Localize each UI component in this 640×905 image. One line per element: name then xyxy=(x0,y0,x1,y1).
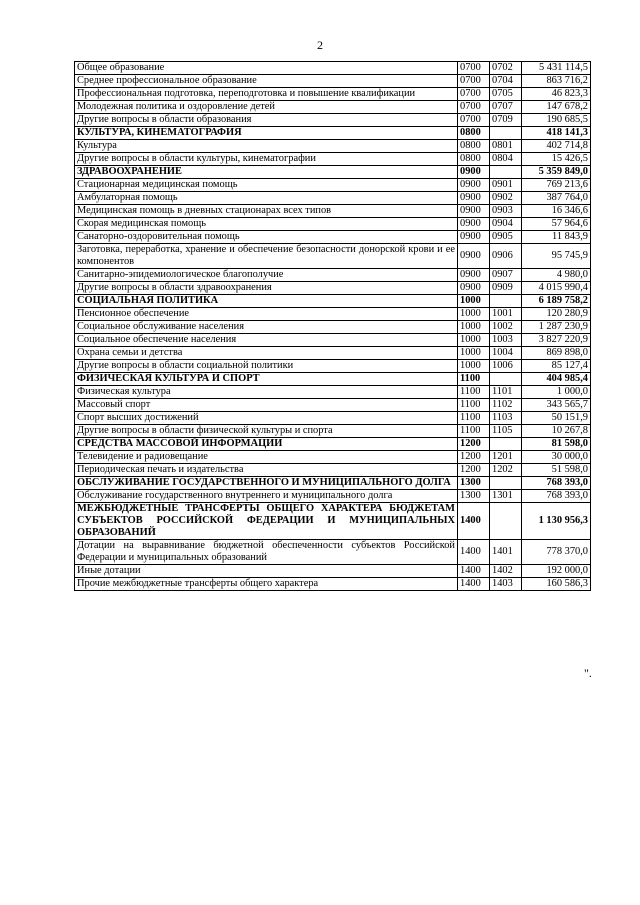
amount-cell: 120 280,9 xyxy=(522,308,591,321)
subsection-code-cell: 1402 xyxy=(490,565,522,578)
section-code-cell: 1100 xyxy=(458,386,490,399)
subsection-code-cell: 0907 xyxy=(490,269,522,282)
subsection-code-cell: 0709 xyxy=(490,114,522,127)
subsection-code-cell: 0901 xyxy=(490,179,522,192)
row-name-cell: Профессиональная подготовка, переподготовка и повышение квалификации xyxy=(75,88,458,101)
row-name-cell: Другие вопросы в области образования xyxy=(75,114,458,127)
table-row xyxy=(75,334,591,347)
row-name-cell: Прочие межбюджетные трансферты общего характера xyxy=(75,578,458,591)
subsection-code-cell: 1102 xyxy=(490,399,522,412)
section-code-cell: 0800 xyxy=(458,140,490,153)
amount-cell: 769 213,6 xyxy=(522,179,591,192)
section-code-cell: 0900 xyxy=(458,231,490,244)
row-name-cell: Стационарная медицинская помощь xyxy=(75,179,458,192)
section-code-cell: 0900 xyxy=(458,205,490,218)
closing-quote-mark: ". xyxy=(584,666,592,680)
table-row xyxy=(75,192,591,205)
row-name-cell: Спорт высших достижений xyxy=(75,412,458,425)
subsection-code-cell: 0906 xyxy=(490,244,522,269)
table-row xyxy=(75,386,591,399)
amount-cell: 15 426,5 xyxy=(522,153,591,166)
table-row xyxy=(75,231,591,244)
table-row xyxy=(75,412,591,425)
section-code-cell: 0700 xyxy=(458,114,490,127)
section-code-cell: 0900 xyxy=(458,218,490,231)
section-code-cell: 1000 xyxy=(458,321,490,334)
page-number: 2 xyxy=(317,38,323,52)
section-code-cell: 1200 xyxy=(458,451,490,464)
row-name-cell: КУЛЬТУРА, КИНЕМАТОГРАФИЯ xyxy=(75,127,458,140)
subsection-code-cell: 0705 xyxy=(490,88,522,101)
table-row xyxy=(75,244,591,269)
table-row xyxy=(75,540,591,565)
subsection-code-cell xyxy=(490,477,522,490)
section-code-cell: 0900 xyxy=(458,179,490,192)
table-row xyxy=(75,438,591,451)
table-row xyxy=(75,62,591,75)
row-name-cell: Массовый спорт xyxy=(75,399,458,412)
table-row xyxy=(75,127,591,140)
table-row xyxy=(75,114,591,127)
amount-cell: 387 764,0 xyxy=(522,192,591,205)
row-name-cell: Молодежная политика и оздоровление детей xyxy=(75,101,458,114)
amount-cell: 778 370,0 xyxy=(522,540,591,565)
amount-cell: 869 898,0 xyxy=(522,347,591,360)
subsection-code-cell: 1105 xyxy=(490,425,522,438)
amount-cell: 863 716,2 xyxy=(522,75,591,88)
table-row xyxy=(75,179,591,192)
table-row xyxy=(75,347,591,360)
section-code-cell: 0800 xyxy=(458,153,490,166)
row-name-cell: Обслуживание государственного внутреннего и муниципального долга xyxy=(75,490,458,503)
row-name-cell: Культура xyxy=(75,140,458,153)
amount-cell: 768 393,0 xyxy=(522,477,591,490)
section-code-cell: 0700 xyxy=(458,88,490,101)
row-name-cell: Санитарно-эпидемиологическое благополучие xyxy=(75,269,458,282)
row-name-cell: Иные дотации xyxy=(75,565,458,578)
section-code-cell: 0900 xyxy=(458,282,490,295)
subsection-code-cell: 1403 xyxy=(490,578,522,591)
subsection-code-cell: 0804 xyxy=(490,153,522,166)
table-row xyxy=(75,101,591,114)
subsection-code-cell: 1401 xyxy=(490,540,522,565)
row-name-cell: Общее образование xyxy=(75,62,458,75)
amount-cell: 343 565,7 xyxy=(522,399,591,412)
table-row xyxy=(75,321,591,334)
section-code-cell: 1100 xyxy=(458,373,490,386)
section-code-cell: 1400 xyxy=(458,503,490,540)
subsection-code-cell: 0704 xyxy=(490,75,522,88)
amount-cell: 418 141,3 xyxy=(522,127,591,140)
amount-cell: 3 827 220,9 xyxy=(522,334,591,347)
row-name-cell: МЕЖБЮДЖЕТНЫЕ ТРАНСФЕРТЫ ОБЩЕГО ХАРАКТЕРА БЮДЖЕТАМ СУБЪЕКТОВ РОССИЙСКОЙ ФЕДЕРАЦИИ И МУНИЦИПАЛЬНЫХ ОБРАЗОВАНИЙ xyxy=(75,503,458,540)
row-name-cell: Другие вопросы в области культуры, кинематографии xyxy=(75,153,458,166)
table-row xyxy=(75,295,591,308)
row-name-cell: Охрана семьи и детства xyxy=(75,347,458,360)
row-name-cell: Пенсионное обеспечение xyxy=(75,308,458,321)
subsection-code-cell: 0702 xyxy=(490,62,522,75)
row-name-cell: Заготовка, переработка, хранение и обеспечение безопасности донорской крови и ее компонентов xyxy=(75,244,458,269)
section-code-cell: 0700 xyxy=(458,101,490,114)
section-code-cell: 1000 xyxy=(458,334,490,347)
amount-cell: 4 980,0 xyxy=(522,269,591,282)
amount-cell: 4 015 990,4 xyxy=(522,282,591,295)
amount-cell: 50 151,9 xyxy=(522,412,591,425)
amount-cell: 57 964,6 xyxy=(522,218,591,231)
subsection-code-cell: 0903 xyxy=(490,205,522,218)
subsection-code-cell: 1202 xyxy=(490,464,522,477)
table-row xyxy=(75,451,591,464)
section-code-cell: 1000 xyxy=(458,360,490,373)
section-code-cell: 1300 xyxy=(458,490,490,503)
table-row xyxy=(75,269,591,282)
section-code-cell: 1000 xyxy=(458,295,490,308)
section-code-cell: 0900 xyxy=(458,269,490,282)
section-code-cell: 1400 xyxy=(458,540,490,565)
section-code-cell: 1400 xyxy=(458,565,490,578)
row-name-cell: Периодическая печать и издательства xyxy=(75,464,458,477)
subsection-code-cell xyxy=(490,166,522,179)
amount-cell: 402 714,8 xyxy=(522,140,591,153)
amount-cell: 5 431 114,5 xyxy=(522,62,591,75)
subsection-code-cell: 1006 xyxy=(490,360,522,373)
amount-cell: 46 823,3 xyxy=(522,88,591,101)
section-code-cell: 0900 xyxy=(458,192,490,205)
subsection-code-cell: 1103 xyxy=(490,412,522,425)
row-name-cell: ФИЗИЧЕСКАЯ КУЛЬТУРА И СПОРТ xyxy=(75,373,458,386)
amount-cell: 10 267,8 xyxy=(522,425,591,438)
subsection-code-cell: 1301 xyxy=(490,490,522,503)
amount-cell: 30 000,0 xyxy=(522,451,591,464)
amount-cell: 51 598,0 xyxy=(522,464,591,477)
row-name-cell: Санаторно-оздоровительная помощь xyxy=(75,231,458,244)
row-name-cell: Социальное обеспечение населения xyxy=(75,334,458,347)
row-name-cell: СРЕДСТВА МАССОВОЙ ИНФОРМАЦИИ xyxy=(75,438,458,451)
amount-cell: 1 130 956,3 xyxy=(522,503,591,540)
amount-cell: 190 685,5 xyxy=(522,114,591,127)
section-code-cell: 1300 xyxy=(458,477,490,490)
subsection-code-cell xyxy=(490,127,522,140)
section-code-cell: 1000 xyxy=(458,347,490,360)
section-code-cell: 1000 xyxy=(458,308,490,321)
subsection-code-cell xyxy=(490,438,522,451)
row-name-cell: Среднее профессиональное образование xyxy=(75,75,458,88)
budget-table xyxy=(74,61,591,591)
table-row xyxy=(75,373,591,386)
row-name-cell: Другие вопросы в области социальной политики xyxy=(75,360,458,373)
row-name-cell: Другие вопросы в области здравоохранения xyxy=(75,282,458,295)
subsection-code-cell: 0905 xyxy=(490,231,522,244)
table-row xyxy=(75,75,591,88)
section-code-cell: 1100 xyxy=(458,425,490,438)
table-row xyxy=(75,88,591,101)
row-name-cell: Социальное обслуживание населения xyxy=(75,321,458,334)
subsection-code-cell: 0904 xyxy=(490,218,522,231)
amount-cell: 192 000,0 xyxy=(522,565,591,578)
row-name-cell: Телевидение и радиовещание xyxy=(75,451,458,464)
section-code-cell: 1100 xyxy=(458,412,490,425)
subsection-code-cell xyxy=(490,295,522,308)
amount-cell: 6 189 758,2 xyxy=(522,295,591,308)
amount-cell: 1 000,0 xyxy=(522,386,591,399)
row-name-cell: Другие вопросы в области физической культуры и спорта xyxy=(75,425,458,438)
table-row xyxy=(75,153,591,166)
subsection-code-cell: 1001 xyxy=(490,308,522,321)
section-code-cell: 0900 xyxy=(458,244,490,269)
amount-cell: 147 678,2 xyxy=(522,101,591,114)
amount-cell: 1 287 230,9 xyxy=(522,321,591,334)
table-row xyxy=(75,166,591,179)
table-row xyxy=(75,205,591,218)
amount-cell: 404 985,4 xyxy=(522,373,591,386)
amount-cell: 85 127,4 xyxy=(522,360,591,373)
row-name-cell: Медицинская помощь в дневных стационарах всех типов xyxy=(75,205,458,218)
amount-cell: 16 346,6 xyxy=(522,205,591,218)
row-name-cell: Скорая медицинская помощь xyxy=(75,218,458,231)
section-code-cell: 1400 xyxy=(458,578,490,591)
section-code-cell: 0900 xyxy=(458,166,490,179)
amount-cell: 11 843,9 xyxy=(522,231,591,244)
row-name-cell: ЗДРАВООХРАНЕНИЕ xyxy=(75,166,458,179)
row-name-cell: Дотации на выравнивание бюджетной обеспеченности субъектов Российской Федерации и муниципальных образований xyxy=(75,540,458,565)
subsection-code-cell xyxy=(490,373,522,386)
subsection-code-cell: 1201 xyxy=(490,451,522,464)
table-row xyxy=(75,282,591,295)
table-row xyxy=(75,503,591,540)
subsection-code-cell: 1004 xyxy=(490,347,522,360)
table-row xyxy=(75,425,591,438)
amount-cell: 95 745,9 xyxy=(522,244,591,269)
table-row xyxy=(75,218,591,231)
subsection-code-cell: 0902 xyxy=(490,192,522,205)
section-code-cell: 0700 xyxy=(458,75,490,88)
table-row xyxy=(75,360,591,373)
table-row xyxy=(75,399,591,412)
amount-cell: 160 586,3 xyxy=(522,578,591,591)
section-code-cell: 1200 xyxy=(458,464,490,477)
row-name-cell: ОБСЛУЖИВАНИЕ ГОСУДАРСТВЕННОГО И МУНИЦИПАЛЬНОГО ДОЛГА xyxy=(75,477,458,490)
table-row xyxy=(75,477,591,490)
table-row xyxy=(75,490,591,503)
subsection-code-cell: 1002 xyxy=(490,321,522,334)
amount-cell: 5 359 849,0 xyxy=(522,166,591,179)
subsection-code-cell: 1101 xyxy=(490,386,522,399)
table-row xyxy=(75,464,591,477)
table-row xyxy=(75,308,591,321)
amount-cell: 81 598,0 xyxy=(522,438,591,451)
section-code-cell: 1200 xyxy=(458,438,490,451)
table-row xyxy=(75,565,591,578)
table-row xyxy=(75,140,591,153)
subsection-code-cell xyxy=(490,503,522,540)
section-code-cell: 0700 xyxy=(458,62,490,75)
subsection-code-cell: 0707 xyxy=(490,101,522,114)
subsection-code-cell: 1003 xyxy=(490,334,522,347)
subsection-code-cell: 0909 xyxy=(490,282,522,295)
table-row xyxy=(75,578,591,591)
subsection-code-cell: 0801 xyxy=(490,140,522,153)
amount-cell: 768 393,0 xyxy=(522,490,591,503)
row-name-cell: СОЦИАЛЬНАЯ ПОЛИТИКА xyxy=(75,295,458,308)
section-code-cell: 1100 xyxy=(458,399,490,412)
row-name-cell: Амбулаторная помощь xyxy=(75,192,458,205)
row-name-cell: Физическая культура xyxy=(75,386,458,399)
section-code-cell: 0800 xyxy=(458,127,490,140)
